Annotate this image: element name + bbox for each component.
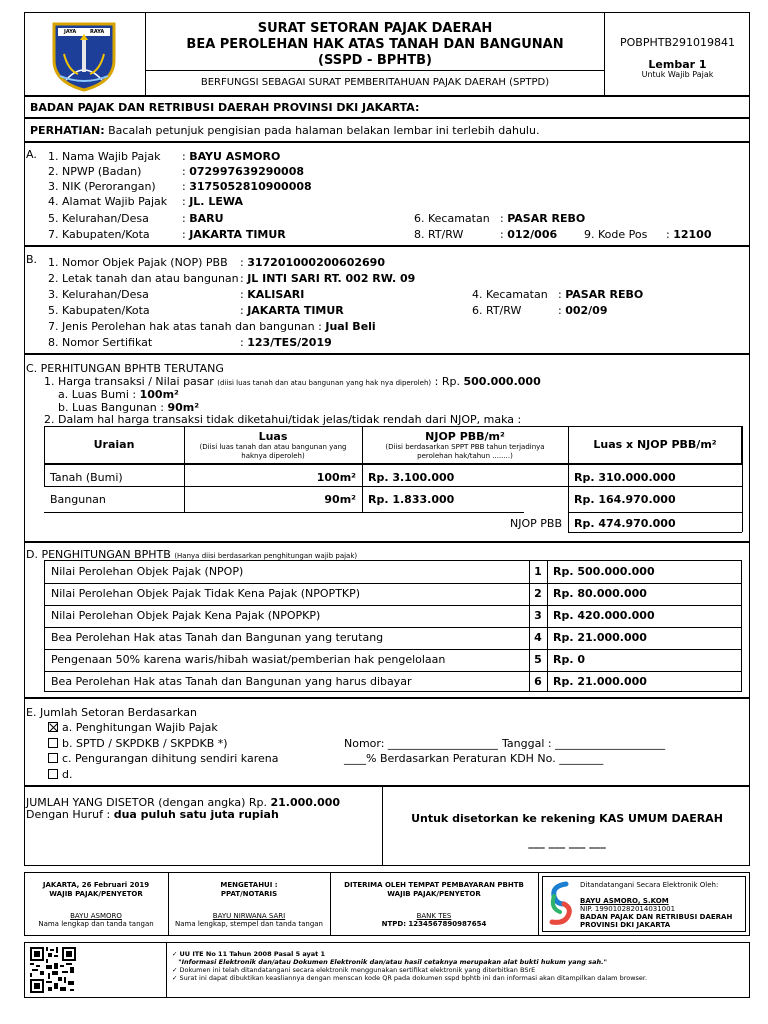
a-kec-label: 6. Kecamatan	[414, 212, 490, 225]
e-tanggal: Tanggal : ____________________	[502, 737, 666, 750]
e-opt-d-label: d.	[62, 768, 73, 781]
d-row3-no: 3	[534, 609, 542, 622]
row2-njop-value: Rp. 1.833.000	[368, 493, 455, 506]
e-opt-d[interactable]	[48, 768, 72, 781]
a-kel-label: 5. Kelurahan/Desa	[48, 212, 149, 225]
section-e-title: E. Jumlah Setoran Berdasarkan	[26, 706, 197, 719]
b-rtrw-label: 6. RT/RW	[472, 304, 522, 317]
d-row2-no: 2	[534, 587, 542, 600]
a-kab-value: JAKARTA TIMUR	[189, 228, 286, 241]
d-row1-value	[553, 565, 655, 578]
section-a-letter: A.	[26, 148, 37, 161]
col-uraian: Uraian	[93, 438, 135, 451]
jumlah-divider	[382, 786, 383, 866]
s1-note: Nama lengkap dan tanda tangan	[38, 920, 154, 928]
a-nik-row: : 3175052810900008	[182, 180, 312, 193]
row1-uraian: Tanah (Bumi)	[50, 471, 123, 484]
d-row6-value-text: Rp. 21.000.000	[553, 675, 647, 688]
notice-text: Bacalah petunjuk pengisian pada halaman belakan lembar ini terlebih dahulu.	[108, 124, 540, 137]
c-bangunan-label: b. Luas Bangunan :	[58, 401, 164, 414]
row2-total-value: Rp. 164.970.000	[574, 493, 676, 506]
row2-uraian: Bangunan	[50, 493, 106, 506]
row2-njop	[368, 493, 454, 506]
row1-total-value: Rp. 310.000.000	[574, 471, 676, 484]
a-kel-row: : BARU	[182, 212, 224, 225]
a-kab-label: 7. Kabupaten/Kota	[48, 228, 150, 241]
lembar-note: Untuk Wajib Pajak	[641, 70, 714, 79]
col-njop: NJOP PBB/m²	[425, 430, 505, 443]
njop-col-sep-4	[742, 426, 743, 512]
b-kab-row: : JAKARTA TIMUR	[240, 304, 344, 317]
njop-col-sep-0	[44, 426, 45, 486]
d-row5-value	[553, 653, 585, 666]
njop-total-right	[742, 512, 743, 532]
s2-note: Nama lengkap, stempel dan tanda tangan	[174, 920, 323, 928]
njop-table-bottom	[44, 512, 524, 513]
d-row6-label: Bea Perolehan Hak atas Tanah dan Bangunan yang harus dibayar	[51, 675, 412, 688]
a-rtrw-row: : 012/006	[500, 228, 558, 241]
njop-total-left	[568, 512, 569, 532]
b-letak-value: JL INTI SARI RT. 002 RW. 09	[247, 272, 416, 285]
s4-org2: PROVINSI DKI JAKARTA	[580, 921, 671, 929]
a-rtrw-label: 8. RT/RW	[414, 228, 464, 241]
b-rtrw-value: 002/09	[565, 304, 608, 317]
emblem-text-left: JAYA	[64, 29, 77, 35]
header-title-3: (SSPD - BPHTB)	[318, 53, 432, 68]
c-harga-note: (diisi luas tanah dan atau bangunan yang hak nya diperoleh)	[217, 379, 432, 387]
a-npwp-label: 2. NPWP (Badan)	[48, 165, 142, 178]
c-bumi-row	[58, 388, 179, 401]
c-harga-label: 1. Harga transaksi / Nilai pasar	[44, 375, 214, 388]
col-njop-note: (Diisi berdasarkan SPPT PBB tahun terjadinya perolehan hak/tahun ........)	[385, 443, 545, 460]
d-row4-label: Bea Perolehan Hak atas Tanah dan Bangunan yang terutang	[51, 631, 384, 644]
bphtb-row-sep-1	[45, 583, 741, 584]
e-opt-c[interactable]	[48, 752, 278, 765]
row2-total	[574, 493, 676, 506]
d-row3-value-text: Rp. 420.000.000	[553, 609, 655, 622]
notice-label: PERHATIAN:	[30, 124, 105, 137]
a-npwp-value: 072997639290008	[189, 165, 305, 178]
jumlah-label: JUMLAH YANG DISETOR (dengan angka) Rp.	[26, 796, 267, 809]
d-row4-no: 4	[534, 631, 542, 644]
checkbox-d[interactable]	[48, 769, 58, 779]
b-sertifikat-row: : 123/TES/2019	[240, 336, 332, 349]
a-kodepos-row: : 12100	[666, 228, 712, 241]
d-row5-label: Pengenaan 50% karena waris/hibah wasiat/pemberian hak pengelolaan	[51, 653, 446, 666]
e-opt-a-label: a. Penghitungan Wajib Pajak	[62, 721, 218, 734]
b-rtrw-row: : 002/09	[558, 304, 608, 317]
section-b-letter: B.	[26, 253, 38, 266]
b-kec-row: : PASAR REBO	[558, 288, 644, 301]
s2-title: MENGETAHUI :	[220, 881, 278, 889]
row2-luas: 90m²	[324, 493, 356, 506]
njop-pbb-value: Rp. 474.970.000	[574, 517, 676, 530]
b-sertifikat-label: 8. Nomor Sertifikat	[48, 336, 153, 349]
footer-line-2	[172, 958, 647, 966]
a-alamat-label: 4. Alamat Wajib Pajak	[48, 195, 168, 208]
checkbox-b[interactable]	[48, 738, 58, 748]
a-kec-value: PASAR REBO	[507, 212, 586, 225]
col-luas-note: (Diisi luas tanah dan atau bangunan yang haknya diperoleh)	[199, 443, 347, 460]
b-nop-row: : 317201000200602690	[240, 256, 385, 269]
kas-blank: ___ ___ ___ ___	[528, 836, 606, 849]
col-total: Luas x NJOP PBB/m²	[593, 438, 717, 451]
checkbox-c[interactable]	[48, 753, 58, 763]
bphtb-row-sep-3	[45, 627, 741, 628]
jakarta-emblem	[48, 20, 120, 92]
s1-name: BAYU ASMORO	[70, 912, 122, 920]
a-kab-row: : JAKARTA TIMUR	[182, 228, 286, 241]
lembar-label: Lembar 1	[648, 58, 707, 71]
b-jenis-label: 7. Jenis Perolehan hak atas tanah dan bangunan :	[48, 320, 322, 333]
c-harga-rp: : Rp.	[434, 375, 460, 388]
agency-title: BADAN PAJAK DAN RETRIBUSI DAERAH PROVINSI DKI JAKARTA:	[30, 101, 420, 114]
footer-divider	[166, 942, 167, 998]
jumlah-huruf-value: dua puluh satu juta rupiah	[113, 808, 279, 821]
a-nama-value: BAYU ASMORO	[189, 150, 281, 163]
footer-line-3-text: Dokumen ini telah ditandatangani secara elektronik menggunakan sertifikat elektronik yang diterbitkan BSrE	[179, 966, 536, 974]
a-nama-row: : BAYU ASMORO	[182, 150, 281, 163]
d-row2-label: Nilai Perolehan Objek Pajak Tidak Kena Pajak (NPOPTKP)	[51, 587, 361, 600]
s3-name: BANK TES	[416, 912, 452, 920]
a-nama-label: 1. Nama Wajib Pajak	[48, 150, 161, 163]
c-bumi-label: a. Luas Bumi :	[58, 388, 137, 401]
header-subtitle: BERFUNGSI SEBAGAI SURAT PEMBERITAHUAN PAJAK DAERAH (SPTPD)	[200, 77, 550, 88]
njop-row-sep-1	[44, 464, 742, 465]
b-letak-row: : JL INTI SARI RT. 002 RW. 09	[240, 272, 416, 285]
c-dalam-hal: 2. Dalam hal harga transaksi tidak diketahui/tidak jelas/tidak rendah dari NJOP, maka :	[44, 413, 522, 426]
emblem-text-right: RAYA	[90, 29, 105, 35]
s2-name: BAYU NIRWANA SARI	[212, 912, 286, 920]
b-jenis-value: Jual Beli	[325, 320, 376, 333]
sig-div-3	[538, 872, 539, 936]
d-row4-value-text: Rp. 21.000.000	[553, 631, 647, 644]
d-row5-no: 5	[534, 653, 542, 666]
jumlah-huruf-label: Dengan Huruf :	[26, 808, 111, 821]
e-persen: ____% Berdasarkan Peraturan KDH No. ________	[344, 752, 604, 765]
s3-title: DITERIMA OLEH TEMPAT PEMBAYARAN PBHTB	[344, 881, 524, 889]
a-nik-label: 3. NIK (Perorangan)	[48, 180, 156, 193]
row1-luas: 100m²	[316, 471, 356, 484]
d-row4-value	[553, 631, 647, 644]
bphtb-row-sep-4	[45, 649, 741, 650]
e-opt-a[interactable]	[48, 721, 218, 734]
njop-row-sep-2	[44, 486, 742, 487]
footer-line-1: ✓ UU ITE No 11 Tahun 2008 Pasal 5 ayat 1	[172, 950, 326, 958]
a-alamat-value: JL. LEWA	[189, 195, 243, 208]
s4-title: Ditandatangani Secara Elektronik Oleh:	[580, 881, 719, 889]
d-row1-value-text: Rp. 500.000.000	[553, 565, 655, 578]
a-kec-row: : PASAR REBO	[500, 212, 586, 225]
qr-code-icon	[30, 947, 76, 993]
e-opt-b-label: b. SPTD / SKPDKB / SKPDKB *)	[62, 737, 228, 750]
row1-njop-value: Rp. 3.100.000	[368, 471, 455, 484]
d-row1-label: Nilai Perolehan Objek Pajak (NPOP)	[51, 565, 244, 578]
d-row5-value-text: Rp. 0	[553, 653, 586, 666]
footer-line-4-text: Surat ini dapat dibuktikan keasliannya dengan menscan kode QR pada dokumen sspd bphtb ini dan informasi akan ditampilkan dalam browser.	[179, 974, 648, 982]
b-kec-value: PASAR REBO	[565, 288, 644, 301]
bphtb-row-sep-5	[45, 671, 741, 672]
s4-nip: NIP. 199010282014031001	[580, 905, 676, 913]
a-kodepos-value: 12100	[673, 228, 712, 241]
section-c-title: C. PERHITUNGAN BPHTB TERUTANG	[26, 362, 224, 375]
b-kab-label: 5. Kabupaten/Kota	[48, 304, 150, 317]
a-kel-value: BARU	[189, 212, 224, 225]
footer-line-1-text: UU ITE No 11 Tahun 2008 Pasal 5 ayat 1	[179, 950, 326, 958]
b-nop-label: 1. Nomor Objek Pajak (NOP) PBB	[48, 256, 228, 269]
njop-pbb-label: NJOP PBB	[510, 517, 562, 530]
a-npwp-row: : 072997639290008	[182, 165, 305, 178]
b-kec-label: 4. Kecamatan	[472, 288, 548, 301]
njop-total-bottom	[568, 532, 742, 533]
d-row1-no: 1	[534, 565, 542, 578]
header-divider-right	[604, 12, 605, 96]
row1-njop	[368, 471, 454, 484]
d-row2-value	[553, 587, 647, 600]
kas-label: Untuk disetorkan ke rekening KAS UMUM DAERAH	[411, 812, 723, 825]
d-row6-no: 6	[534, 675, 542, 688]
a-nik-value: 3175052810900008	[189, 180, 312, 193]
checkbox-a-checked[interactable]	[48, 722, 58, 732]
e-nomor: Nomor: ____________________	[344, 737, 498, 750]
header-subtitle-divider	[145, 70, 604, 71]
s1-role: WAJIB PAJAK/PENYETOR	[49, 890, 143, 898]
section-d-title-note: (Hanya diisi berdasarkan penghitungan wajib pajak)	[174, 552, 358, 560]
e-opt-b[interactable]	[48, 737, 228, 750]
header-title-1: SURAT SETORAN PAJAK DAERAH	[257, 21, 493, 36]
a-rtrw-value: 012/006	[507, 228, 558, 241]
s3-ntpd: NTPD: 1234567890987654	[381, 920, 487, 928]
bphtb-row-sep-2	[45, 605, 741, 606]
e-opt-c-label: c. Pengurangan dihitung sendiri karena	[62, 752, 279, 765]
jumlah-huruf-row	[26, 808, 279, 821]
njop-row-sep-3	[568, 512, 742, 513]
header-title-2: BEA PEROLEHAN HAK ATAS TANAH DAN BANGUNAN	[186, 37, 564, 52]
s4-org1: BADAN PAJAK DAN RETRIBUSI DAERAH	[580, 913, 733, 921]
c-harga-row	[44, 375, 541, 388]
njop-table	[44, 426, 742, 512]
c-bumi-value: 100m²	[139, 388, 179, 401]
c-bangunan-value: 90m²	[167, 401, 200, 414]
b-kel-row: : KALISARI	[240, 288, 305, 301]
b-jenis-row	[48, 320, 376, 333]
b-letak-label: 2. Letak tanah dan atau bangunan	[48, 272, 239, 285]
a-kodepos-label: 9. Kode Pos	[584, 228, 648, 241]
footer-line-4: ✓ Surat ini dapat dibuktikan keasliannya dengan menscan kode QR pada dokumen sspd bphtb ini dan informasi akan ditampilkan dalam browser.	[172, 974, 648, 982]
s4-name: BAYU ASMORO, S.KOM	[580, 897, 669, 905]
footer-line-3: ✓ Dokumen ini telah ditandatangani secara elektronik menggunakan sertifikat elektronik yang diterbitkan BSrE	[172, 966, 536, 974]
bphtb-table	[44, 560, 742, 692]
row1-total	[574, 471, 676, 484]
d-row3-label: Nilai Perolehan Objek Pajak Kena Pajak (NPOPKP)	[51, 609, 321, 622]
a-alamat-row: : JL. LEWA	[182, 195, 243, 208]
footer-notes	[172, 950, 647, 982]
b-kab-value: JAKARTA TIMUR	[247, 304, 344, 317]
notice	[30, 124, 539, 137]
b-nop-value: 317201000200602690	[247, 256, 385, 269]
b-kel-value: KALISARI	[247, 288, 305, 301]
c-harga-value: 500.000.000	[463, 375, 541, 388]
s2-role: PPAT/NOTARIS	[220, 890, 278, 898]
s1-date: JAKARTA, 26 Februari 2019	[42, 881, 150, 889]
d-row6-value	[553, 675, 647, 688]
b-sertifikat-value: 123/TES/2019	[247, 336, 332, 349]
d-row2-value-text: Rp. 80.000.000	[553, 587, 647, 600]
col-luas: Luas	[258, 430, 288, 443]
jumlah-value: 21.000.000	[270, 796, 341, 809]
bprd-logo-icon	[546, 880, 574, 928]
footer-line-2-text: "Informasi Elektronik dan/atau Dokumen Elektronik dan/atau hasil cetaknya merupakan alat bukti hukum yang sah."	[178, 958, 607, 966]
doc-code: POBPHTB291019841	[620, 36, 735, 49]
b-kel-label: 3. Kelurahan/Desa	[48, 288, 149, 301]
section-d-title: D. PENGHITUNGAN BPHTB	[26, 548, 171, 561]
d-row3-value	[553, 609, 655, 622]
s3-role: WAJIB PAJAK/PENYETOR	[387, 890, 481, 898]
